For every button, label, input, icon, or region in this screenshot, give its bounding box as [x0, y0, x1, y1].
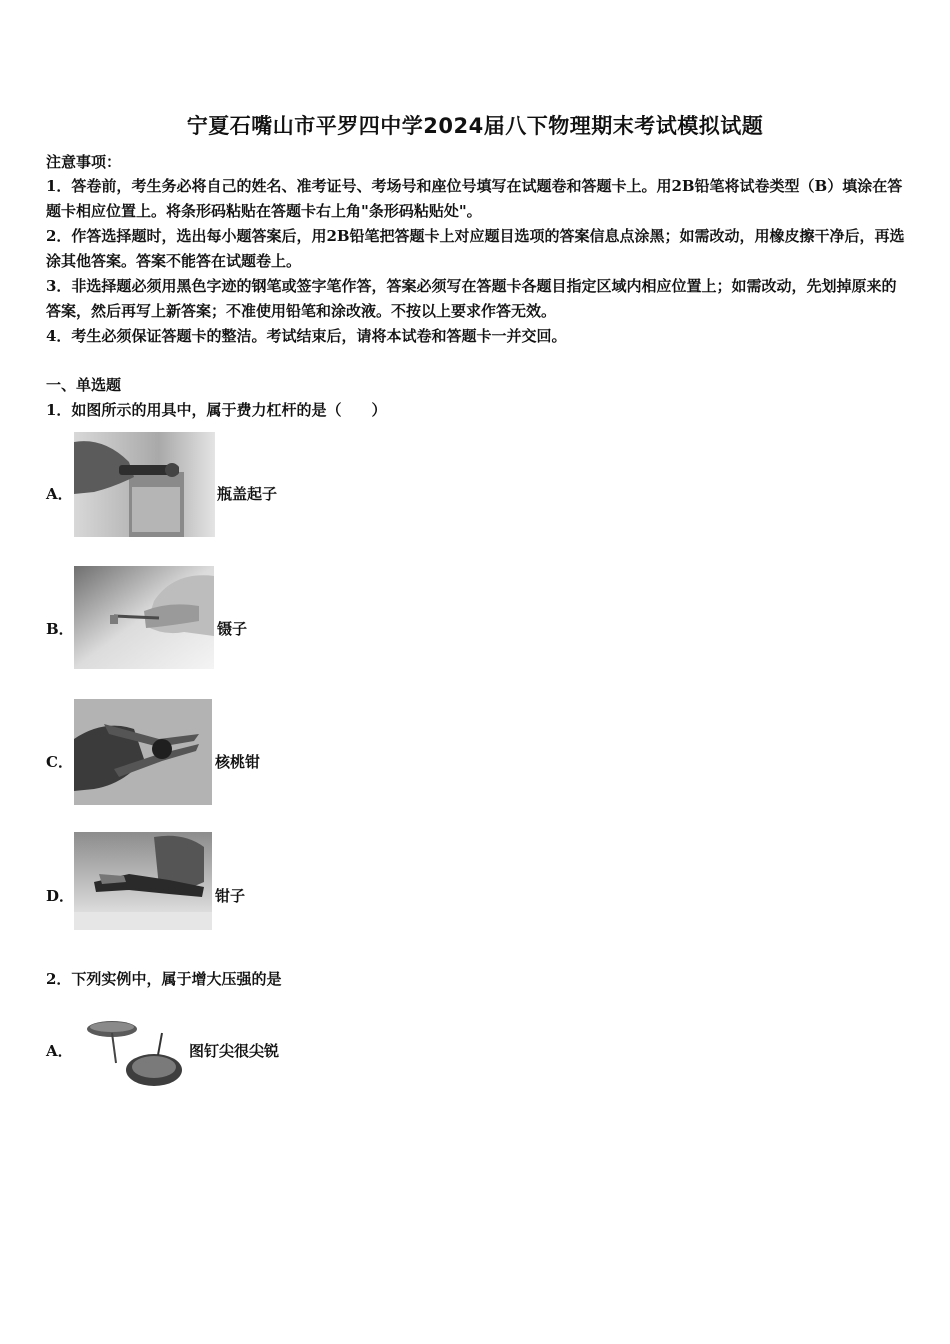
q2-option-a-label: 图钉尖很尖锐 [189, 1042, 280, 1060]
q1-option-c-letter: C． [46, 753, 73, 771]
page-title: 宁夏石嘴山市平罗四中学2024届八下物理期末考试模拟试题 [186, 114, 764, 138]
nutcracker-photo-icon [74, 699, 212, 805]
tweezers-photo-icon [74, 566, 214, 669]
bottle-opener-photo-icon [74, 432, 215, 537]
section-title: 一、单选题 [46, 376, 122, 394]
question-2-stem: 2．下列实例中，属于增大压强的是 [46, 970, 282, 988]
note-item-4: 4．考生必须保证答题卡的整洁。考试结束后，请将本试卷和答题卡一并交回。 [46, 327, 567, 345]
thumbtack-photo-icon [80, 1015, 188, 1091]
note-item-2: 2．作答选择题时，选出每小题答案后，用2B铅笔把答题卡上对应题目选项的答案信息点涂黑；如需改动，用橡皮擦干净后，再选涂其他答案。答案不能答在试题卷上。 [46, 227, 905, 270]
q1-option-b-letter: B． [46, 620, 74, 638]
q1-option-a-letter: A． [46, 485, 73, 503]
q1-option-d-letter: D． [46, 887, 75, 905]
q1-option-b-label: 镊子 [217, 620, 248, 638]
q1-option-a-label: 瓶盖起子 [217, 485, 278, 503]
note-item-1: 1．答卷前，考生务必将自己的姓名、准考证号、考场号和座位号填写在试题卷和答题卡上。用2B铅笔将试卷类型（B）填涂在答题卡相应位置上。将条形码粘贴在答题卡右上角"条形码粘贴处"。 [46, 177, 903, 220]
q1-option-d-label: 钳子 [215, 887, 246, 905]
q1-option-c-label: 核桃钳 [215, 753, 261, 771]
notes-heading: 注意事项： [46, 153, 122, 171]
note-item-3: 3．非选择题必须用黑色字迹的钢笔或签字笔作答，答案必须写在答题卡各题目指定区域内相应位置上；如需改动，先划掉原来的答案，然后再写上新答案；不准使用铅笔和涂改液。不按以上要求作答无效。 [46, 277, 897, 320]
pliers-photo-icon [74, 832, 212, 930]
q2-option-a-letter: A． [46, 1042, 73, 1060]
question-1-stem: 1．如图所示的用具中，属于费力杠杆的是（ ） [46, 401, 387, 419]
